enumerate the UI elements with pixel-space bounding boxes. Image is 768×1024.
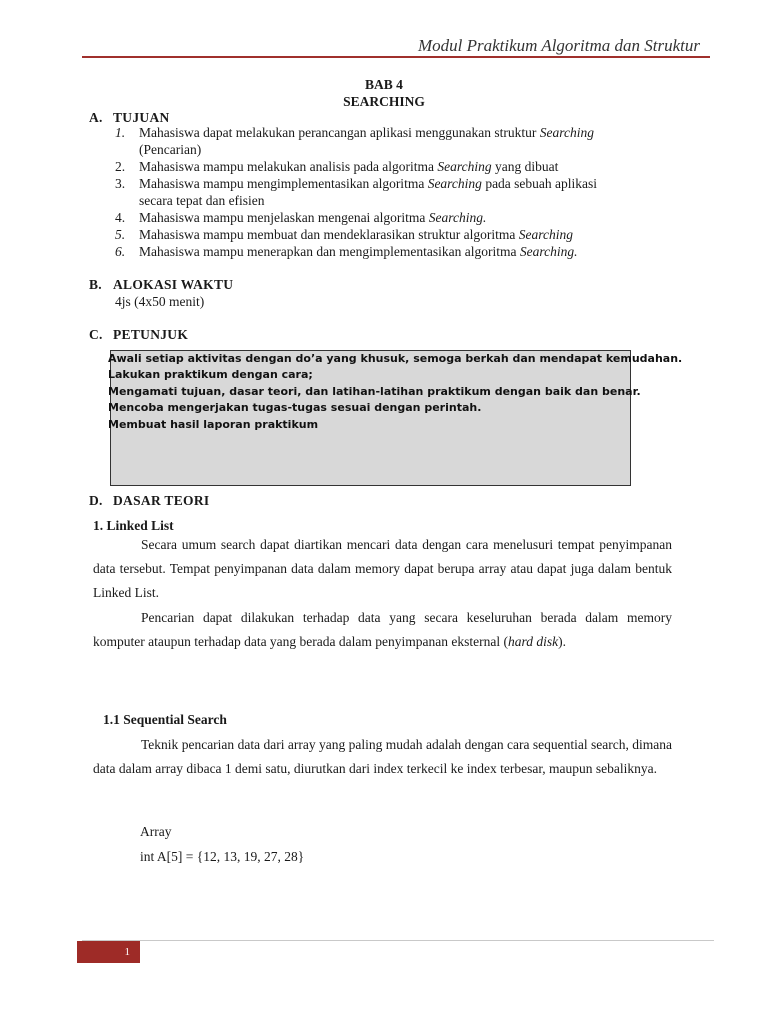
tujuan-item-text: Mahasiswa mampu menerapkan dan mengimplementasikan algoritma — [139, 244, 520, 259]
page-number: 1 — [77, 941, 140, 963]
petunjuk-line: Awali setiap aktivitas dengan do’a yang khusuk, semoga berkah dan mendapat kemudahan. — [108, 352, 683, 365]
code-label: Array — [140, 824, 172, 839]
petunjuk-line: Lakukan praktikum dengan cara; — [108, 368, 313, 382]
tujuan-item-text: Mahasiswa mampu melakukan analisis pada algoritma — [139, 159, 438, 174]
tujuan-item — [115, 124, 675, 158]
section-c-letter: C. — [89, 327, 103, 342]
sequential-search-paragraph: Teknik pencarian data dari array yang paling mudah adalah dengan cara sequential search, dimana data dalam array dibaca 1 demi satu, diurutkan dari index terkecil ke index terbesar, maupun sebaliknya. — [93, 737, 672, 776]
tujuan-item-text-end: yang dibuat — [491, 159, 559, 174]
header-title: Modul Praktikum Algoritma dan Struktur — [417, 36, 700, 55]
tujuan-item-continuation: secara tepat dan efisien — [139, 193, 265, 208]
chapter-title: SEARCHING — [343, 94, 425, 109]
tujuan-item-number: 2. — [115, 159, 126, 174]
section-d-letter: D. — [89, 493, 103, 508]
alokasi-value: 4js (4x50 menit) — [115, 294, 205, 309]
paragraph-text: Pencarian dapat dilakukan terhadap data yang secara keseluruhan berada dalam memory komputer ataupun terhadap data yang berada dalam penyimpanan eksternal ( — [93, 610, 672, 649]
section-d-heading — [89, 493, 209, 509]
tujuan-item-emphasis: Searching — [539, 125, 594, 140]
tujuan-item-number: 4. — [115, 210, 126, 225]
tujuan-item-text: Mahasiswa mampu membuat dan mendeklarasikan struktur algoritma — [139, 227, 519, 242]
chapter-number: BAB 4 — [365, 77, 403, 92]
tujuan-item-text: Mahasiswa mampu mengimplementasikan algoritma — [139, 176, 428, 191]
linked-list-paragraph-1: Secara umum search dapat diartikan mencari data dengan cara menelusuri tempat penyimpanan data tersebut. Tempat penyimpanan data dalam memory dapat berupa array atau dapat juga dalam bentuk Linked List. — [93, 537, 672, 600]
tujuan-item — [115, 175, 675, 209]
section-c-heading — [89, 327, 188, 343]
tujuan-item-number: 3. — [115, 176, 126, 191]
tujuan-item-emphasis: Searching. — [428, 210, 487, 225]
section-d-title: DASAR TEORI — [113, 493, 210, 508]
tujuan-item — [115, 209, 675, 226]
tujuan-item-text: Mahasiswa dapat melakukan perancangan aplikasi menggunakan struktur — [139, 125, 540, 140]
tujuan-list — [115, 124, 675, 260]
petunjuk-line: Membuat hasil laporan praktikum — [108, 417, 319, 431]
tujuan-item — [115, 226, 675, 243]
tujuan-item-text: Mahasiswa mampu menjelaskan mengenai algoritma — [139, 210, 429, 225]
tujuan-item-text-end: pada sebuah aplikasi — [481, 176, 598, 191]
paragraph-text-end: ). — [558, 634, 566, 649]
tujuan-item-continuation: (Pencarian) — [139, 142, 202, 157]
paragraph-emphasis: hard disk — [507, 634, 559, 649]
tujuan-item-emphasis: Searching — [518, 227, 574, 242]
petunjuk-line: Mencoba mengerjakan tugas-tugas sesuai dengan perintah. — [108, 401, 482, 415]
section-a-title: TUJUAN — [113, 110, 170, 125]
section-b-letter: B. — [89, 277, 102, 292]
linked-list-heading: 1. Linked List — [93, 518, 174, 533]
petunjuk-lines — [108, 351, 682, 433]
code-array: int A[5] = {12, 13, 19, 27, 28} — [140, 849, 305, 864]
tujuan-item-emphasis: Searching — [437, 159, 492, 174]
section-b-heading — [89, 277, 233, 293]
tujuan-item — [115, 158, 675, 175]
sequential-search-heading: 1.1 Sequential Search — [103, 712, 227, 727]
linked-list-paragraph-2 — [93, 606, 672, 654]
tujuan-item-number: 5. — [115, 227, 126, 242]
tujuan-item-number: 1. — [115, 125, 126, 140]
tujuan-item-number: 6. — [115, 244, 126, 259]
section-c-title: PETUNJUK — [113, 327, 189, 342]
petunjuk-line: Mengamati tujuan, dasar teori, dan latihan-latihan praktikum dengan baik dan benar. — [108, 384, 641, 398]
tujuan-item-emphasis: Searching — [427, 176, 482, 191]
header-divider — [82, 56, 710, 58]
tujuan-item — [115, 243, 675, 260]
section-b-title: ALOKASI WAKTU — [113, 277, 234, 292]
tujuan-item-emphasis: Searching. — [519, 244, 578, 259]
footer-divider — [82, 940, 714, 941]
section-a-letter: A. — [89, 110, 103, 125]
